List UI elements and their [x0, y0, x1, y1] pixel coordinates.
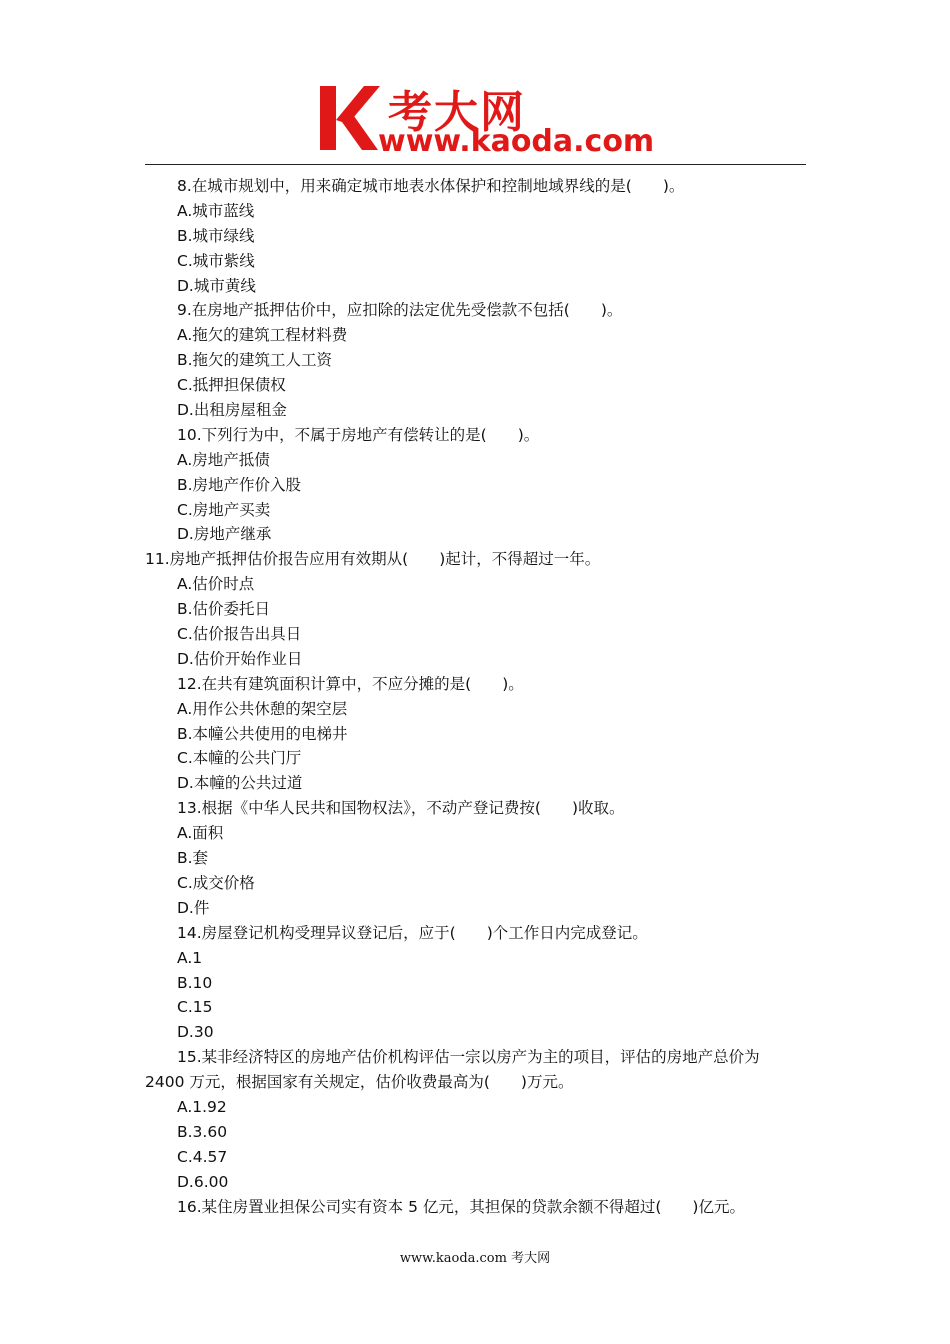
- question-stem: 16.某住房置业担保公司实有资本 5 亿元，其担保的贷款余额不得超过( )亿元。: [177, 1197, 745, 1216]
- option-item: D.6.00: [177, 1172, 229, 1191]
- logo-chinese-text: 考大网: [388, 87, 526, 138]
- option-item: A.1: [177, 948, 203, 967]
- question-stem: 14.房屋登记机构受理异议登记后，应于( )个工作日内完成登记。: [177, 923, 648, 942]
- option-item: C.房地产买卖: [177, 500, 271, 519]
- option-item: B.拖欠的建筑工人工资: [177, 351, 333, 370]
- option-item: A.房地产抵债: [177, 450, 270, 469]
- question-stem: 15.某非经济特区的房地产估价机构评估一宗以房产为主的项目，评估的房地产总价为: [177, 1048, 760, 1067]
- option-item: B.套: [177, 849, 209, 868]
- option-item: C.成交价格: [177, 873, 255, 892]
- option-item: A.用作公共休憩的架空层: [177, 699, 348, 718]
- option-item: D.30: [177, 1023, 214, 1042]
- option-item: D.出租房屋租金: [177, 401, 287, 420]
- option-item: D.城市黄线: [177, 276, 256, 295]
- option-item: C.4.57: [177, 1147, 228, 1166]
- option-item: A.面积: [177, 824, 224, 843]
- option-item: C.城市紫线: [177, 251, 255, 270]
- question-stem: 10.下列行为中，不属于房地产有偿转让的是( )。: [177, 425, 540, 444]
- option-item: B.房地产作价入股: [177, 475, 302, 494]
- option-item: C.本幢的公共门厅: [177, 749, 302, 768]
- logo-url-text: www.kaoda.com: [378, 124, 655, 159]
- question-stem-continuation: 2400 万元，根据国家有关规定，估价收费最高为( )万元。: [145, 1073, 574, 1092]
- option-item: C.抵押担保债权: [177, 376, 286, 395]
- page-footer: www.kaoda.com 考大网: [399, 1251, 551, 1266]
- option-item: A.拖欠的建筑工程材料费: [177, 326, 348, 345]
- option-item: D.估价开始作业日: [177, 649, 303, 668]
- option-item: B.10: [177, 973, 213, 992]
- option-item: D.件: [177, 898, 210, 917]
- question-stem: 11.房地产抵押估价报告应用有效期从( )起计，不得超过一年。: [145, 550, 601, 569]
- question-stem: 12.在共有建筑面积计算中，不应分摊的是( )。: [177, 674, 524, 693]
- option-item: A.估价时点: [177, 575, 255, 594]
- option-item: B.本幢公共使用的电梯井: [177, 724, 348, 743]
- option-item: B.估价委托日: [177, 600, 271, 619]
- option-item: B.城市绿线: [177, 226, 255, 245]
- option-item: C.15: [177, 998, 213, 1017]
- option-item: A.1.92: [177, 1097, 227, 1116]
- logo-k-mark-icon: [318, 82, 380, 154]
- option-item: D.房地产继承: [177, 525, 272, 544]
- question-stem: 13.根据《中华人民共和国物权法》，不动产登记费按( )收取。: [177, 799, 625, 818]
- kaoda-logo: [318, 80, 655, 160]
- option-item: D.本幢的公共过道: [177, 774, 303, 793]
- option-item: C.估价报告出具日: [177, 625, 302, 644]
- question-list: [0, 174, 950, 1219]
- option-item: A.城市蓝线: [177, 201, 255, 220]
- question-stem: 8.在城市规划中，用来确定城市地表水体保护和控制地域界线的是( )。: [177, 177, 685, 195]
- question-stem: 9.在房地产抵押估价中，应扣除的法定优先受偿款不包括( )。: [177, 301, 623, 320]
- option-item: B.3.60: [177, 1122, 228, 1141]
- header-divider: [145, 164, 806, 165]
